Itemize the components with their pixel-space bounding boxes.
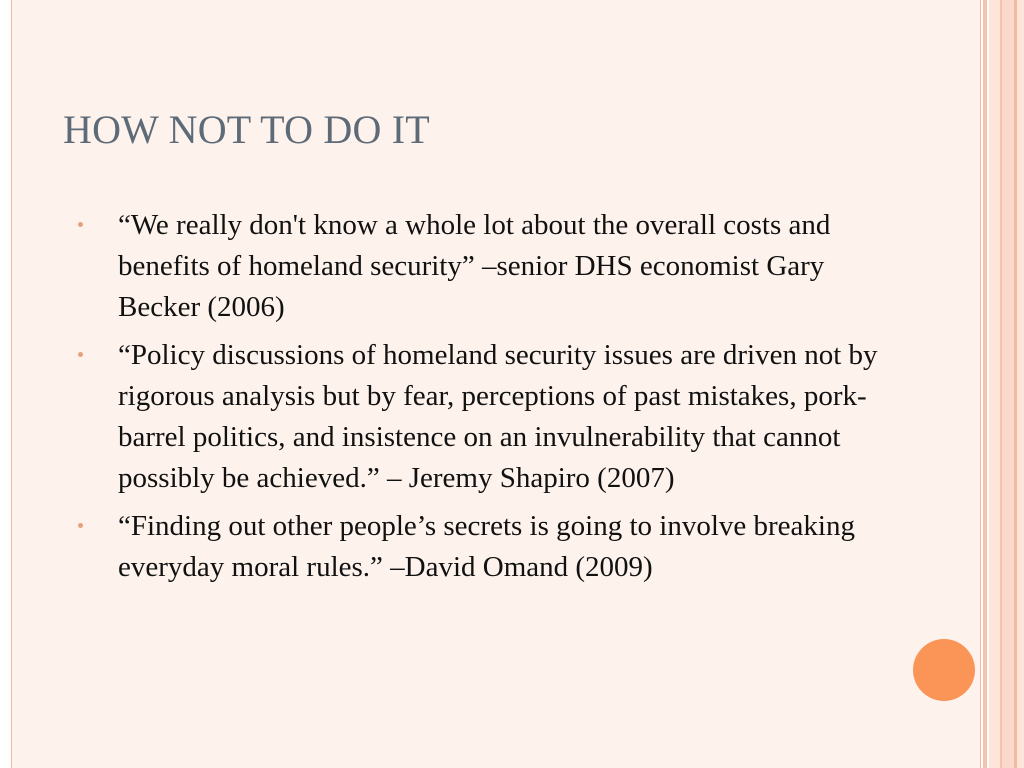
slide-title: HOW NOT TO DO IT [63,107,430,152]
bullet-dot-icon [78,523,83,528]
bullet-dot-icon [78,352,83,357]
bullet-dot-icon [78,222,83,227]
bullet-text: “We really don't know a whole lot about the overall costs and benefits of homeland security” –senior DHS economist Gary Becker (2006) [118,209,831,323]
decorative-stripe [989,0,1000,768]
bullet-text: “Policy discussions of homeland security issues are driven not by rigorous analysis but by fear, perceptions of past mistakes, pork-barrel politics, and insistence on an invulnerability that cannot possibly be achieved.” – Jeremy Shapiro (2007) [118,339,878,494]
decorative-stripe [983,0,987,768]
bullet-item [118,205,908,328]
bullet-text: “Finding out other people’s secrets is going to involve breaking everyday moral rules.” –David Omand (2009) [118,510,855,583]
decorative-circle-icon [913,639,975,701]
bullet-list [118,205,908,595]
decorative-stripe [1002,0,1014,768]
bullet-item [118,335,908,499]
decorative-stripe [1017,0,1024,768]
bullet-item [118,506,908,588]
